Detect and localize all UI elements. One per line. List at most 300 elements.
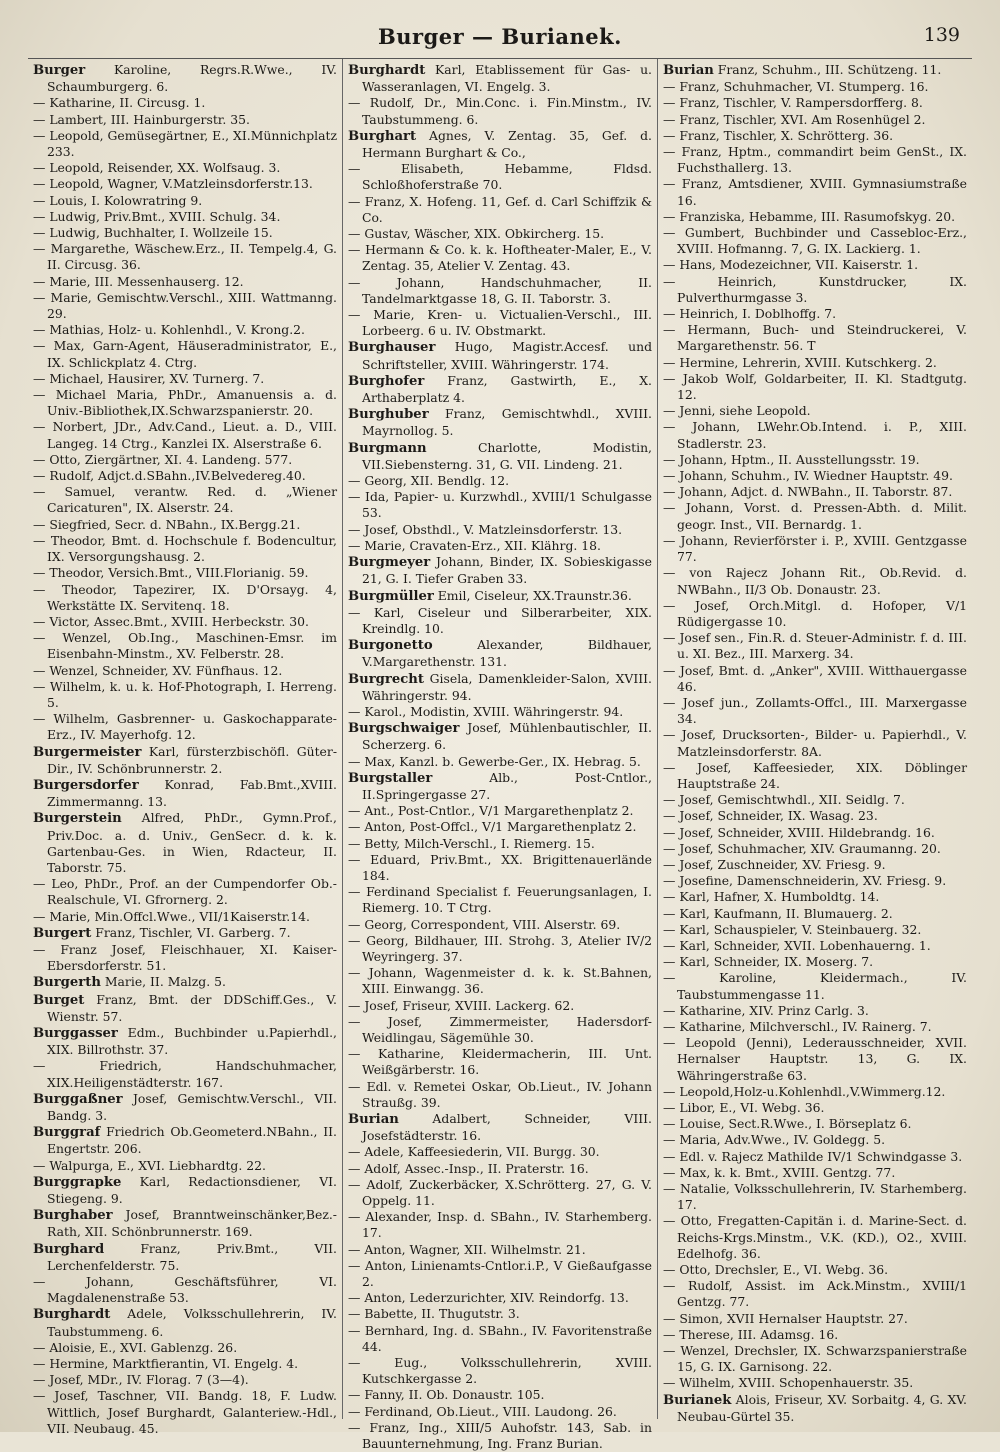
entry-text: — Ferdinand, Ob.Lieut., VIII. Laudong. 26. (348, 1403, 617, 1419)
directory-entry (33, 630, 337, 662)
directory-entry (348, 819, 652, 835)
entry-text: Franz, Gemischtwhdl., XVIII. Mayrnollog. 5. (362, 406, 652, 439)
entry-text: — Karoline, Kleidermach., IV. Taubstummengasse 11. (663, 970, 967, 1002)
entry-text: Agnes, V. Zentag. 35, Gef. d. Hermann Burghart & Co., (362, 127, 652, 161)
entry-text: Adalbert, Schneider, VIII. Josefstädterstr. 16. (362, 1111, 652, 1144)
entry-text: — Franz, Amtsdiener, XVIII. Gymnasiumstraße 16. (663, 176, 967, 208)
entry-text: — Franz, Tischler, V. Rampersdorfferg. 8. (663, 95, 923, 111)
entry-text: — Adolf, Assec.-Insp., II. Praterstr. 16. (348, 1160, 589, 1176)
directory-entry (348, 242, 652, 274)
entry-text: — Mathias, Holz- u. Kohlenhdl., V. Krong.2. (33, 322, 305, 338)
directory-entry (348, 473, 652, 489)
entry-text: — Walpurga, E., XVI. Liebhardtg. 22. (33, 1157, 266, 1173)
entry-text: — Josef, Zuschneider, XV. Friesg. 9. (663, 856, 886, 872)
directory-entry (663, 1213, 967, 1262)
directory-entry (33, 582, 337, 614)
entry-text: — Wilhelm, k. u. k. Hof-Photograph, I. Herreng. 5. (33, 678, 337, 710)
directory-entry (663, 257, 967, 273)
directory-entry (663, 922, 967, 938)
entry-text: Alfred, PhDr., Gymn.Prof., Priv.Doc. a. d. Univ., GenSecr. d. k. k. Gartenbau-Ges. in Wien, Rdacteur, II. Taborstr. 75. (47, 810, 337, 875)
directory-entry (33, 517, 337, 533)
directory-entry (33, 679, 337, 711)
directory-entry (348, 373, 652, 406)
entry-text: — Otto, Fregatten-Capitän i. d. Marine-Sect. d. Reichs-Krgs.Minstm., V.K. (KD.), O2., XVIII. Edelhofg. 36. (663, 1213, 967, 1261)
entry-text: — Wenzel, Schneider, XV. Fünfhaus. 12. (33, 662, 283, 678)
directory-entry (663, 452, 967, 468)
entry-text: — Anton, Post-Offcl., V/1 Margarethenplatz 2. (348, 819, 637, 835)
directory-entry (33, 777, 337, 810)
directory-entry (33, 290, 337, 322)
directory-entry (33, 1356, 337, 1372)
entry-text: — Wenzel, Ob.Ing., Maschinen-Emsr. im Eisenbahn-Minstm., XV. Felberstr. 28. (33, 630, 337, 662)
directory-entry (663, 873, 967, 889)
entry-text: — Leopold (Jenni), Lederausschneider, XVII. Hernalser Hauptstr. 13, G. IX. Währingerstraße 63. (663, 1035, 967, 1083)
directory-entry (348, 1404, 652, 1420)
directory-entry (663, 1003, 967, 1019)
directory-entry (33, 128, 337, 160)
entry-text: — Josef jun., Zollamts-Offcl., III. Marxergasse 34. (663, 694, 967, 727)
page-number: 139 (923, 24, 960, 46)
directory-entry (348, 588, 652, 605)
entry-text: — Josef, Zimmermeister, Hadersdorf-Weidlingau, Sägemühle 30. (348, 1013, 652, 1045)
entry-text: Gisela, Damenkleider-Salon, XVIII. Währingerstr. 94. (362, 670, 652, 703)
entry-text: — Betty, Milch-Verschl., I. Riemerg. 15. (348, 835, 595, 851)
directory-entry (663, 128, 967, 144)
directory-entry (348, 884, 652, 916)
entry-text: — von Rajecz Johann Rit., Ob.Revid. d. NWBahn., II/3 Ob. Donaustr. 23. (663, 565, 967, 597)
directory-entry (663, 1375, 967, 1391)
directory-entry (663, 889, 967, 905)
directory-entry (348, 704, 652, 720)
directory-entry (33, 1306, 337, 1339)
directory-entry (663, 176, 967, 208)
entry-text: — Leopold, Wagner, V.Matzleinsdorferstr.13. (33, 176, 313, 192)
entry-text: — Gumbert, Buchbinder und Cassebloc-Erz., XVIII. Hofmanng. 7, G. IX. Lackierg. 1. (663, 225, 967, 257)
directory-entry (348, 917, 652, 933)
directory-entry (663, 355, 967, 371)
directory-entry (663, 144, 967, 176)
entry-text: — Natalie, Volksschullehrerin, IV. Starhemberg. 17. (663, 1181, 967, 1213)
entry-text: Marie, II. Malzg. 5. (100, 974, 226, 990)
entry-text: — Libor, E., VI. Webg. 36. (663, 1100, 825, 1115)
directory-entry (663, 403, 967, 419)
column-2 (342, 59, 657, 1452)
entry-text: — Karol., Modistin, XVIII. Währingerstr. 94. (348, 703, 624, 719)
directory-entry (348, 161, 652, 193)
entry-text: — Josef, Obsthdl., V. Matzleinsdorferstr. 13. (348, 521, 623, 537)
entry-text: — Katharine, XIV. Prinz Carlg. 3. (663, 1002, 869, 1018)
entry-text: — Franz, Schuhmacher, VI. Stumperg. 16. (663, 79, 929, 95)
entry-surname: Burgerstein (33, 811, 122, 827)
entry-text: — Louis, I. Kolowratring 9. (33, 192, 203, 208)
entry-text: — Heinrich, Kunstdrucker, IX. Pulverthurmgasse 3. (663, 273, 967, 305)
entry-surname: Burgert (33, 925, 92, 941)
entry-text: — Theodor, Bmt. d. Hochschule f. Bodencultur, IX. Versorgungshausg. 2. (33, 532, 337, 565)
directory-entry (33, 1025, 337, 1058)
entry-text: — Josef, Orch.Mitgl. d. Hofoper, V/1 Rüdigergasse 10. (663, 597, 967, 629)
directory-entry (348, 770, 652, 803)
entry-text: — Siegfried, Secr. d. NBahn., IX.Bergg.21. (33, 516, 301, 532)
entry-text: — Johann, Handschuhmacher, II. Tandelmarktgasse 18, G. II. Taborstr. 3. (348, 274, 652, 306)
entry-surname: Burian (348, 1112, 399, 1127)
directory-entry (33, 225, 337, 241)
entry-text: — Anton, Linienamts-Cntlor.i.P., V Gießaufgasse 2. (348, 1257, 652, 1290)
entry-text: — Johann, Adjct. d. NWBahn., II. Taborstr. 87. (663, 484, 953, 500)
entry-text: — Josef, Schneider, IX. Wasag. 23. (663, 808, 878, 824)
entry-text: — Heinrich, I. Doblhoffg. 7. (663, 306, 837, 322)
entry-surname: Burgersdorfer (33, 777, 139, 793)
entry-surname: Burghofer (348, 373, 425, 389)
directory-entry (348, 1144, 652, 1160)
directory-entry (663, 533, 967, 565)
directory-entry (348, 339, 652, 372)
entry-text: — Edl. v. Rajecz Mathilde IV/1 Schwindgasse 3. (663, 1148, 963, 1164)
directory-entry (663, 95, 967, 111)
directory-entry (33, 338, 337, 370)
directory-entry (348, 1079, 652, 1111)
entry-text: — Elisabeth, Hebamme, Fldsd. Schloßhoferstraße 70. (348, 161, 652, 193)
directory-entry (663, 62, 967, 79)
directory-entry (663, 1278, 967, 1310)
directory-entry (33, 452, 337, 468)
directory-entry (663, 760, 967, 792)
directory-entry (33, 419, 337, 451)
directory-entry (348, 128, 652, 161)
entry-text: — Hermann, Buch- und Steindruckerei, V. Margarethenstr. 56. T (663, 322, 967, 354)
directory-entry (33, 112, 337, 128)
directory-entry (348, 1161, 652, 1177)
directory-entry (663, 112, 967, 128)
directory-entry (33, 62, 337, 95)
entry-text: — Wenzel, Drechsler, IX. Schwarzspanierstraße 15, G. IX. Garnisong. 22. (663, 1343, 967, 1375)
entry-text: — Hermine, Lehrerin, XVIII. Kutschkerg. 2. (663, 354, 937, 370)
directory-entry (33, 810, 337, 876)
directory-entry (663, 1035, 967, 1084)
entry-text: — Marie, III. Messenhauserg. 12. (33, 273, 244, 289)
entry-text: — Aloisie, E., XVI. Gablenzg. 26. (33, 1339, 238, 1355)
entry-text: Alexander, Bildhauer, V.Margarethenstr. 131. (362, 637, 652, 670)
directory-entry (663, 1343, 967, 1375)
directory-entry (663, 1084, 967, 1100)
directory-entry (348, 1355, 652, 1387)
entry-text: — Josef, Bmt. d. „Anker", XVIII. Witthauergasse 46. (663, 662, 967, 694)
directory-entry (663, 1149, 967, 1165)
entry-text: — Samuel, verantw. Red. d. „Wiener Caricaturen", IX. Alserstr. 24. (33, 484, 337, 516)
directory-entry (348, 836, 652, 852)
directory-entry (663, 970, 967, 1002)
directory-entry (348, 406, 652, 439)
directory-entry (33, 992, 337, 1025)
directory-entry (348, 803, 652, 819)
entry-text: — Marie, Kren- u. Victualien-Verschl., III. Lorbeerg. 6 u. IV. Obstmarkt. (348, 307, 652, 339)
entry-text: Franz, Schuhm., III. Schützeng. 11. (713, 62, 942, 77)
directory-entry (33, 533, 337, 565)
directory-entry (33, 193, 337, 209)
directory-entry (33, 744, 337, 777)
directory-entry (348, 538, 652, 554)
directory-entry (348, 194, 652, 226)
entry-text: — Franz, Ing., XIII/5 Auhofstr. 143, Sab. in Bauunternehmung, Ing. Franz Burian. (348, 1419, 652, 1452)
entry-surname: Burghauser (348, 340, 436, 356)
entry-text: Karl, Redactionsdiener, VI. Stiegeng. 9. (47, 1173, 337, 1207)
directory-entry (663, 274, 967, 306)
directory-entry (33, 387, 337, 419)
entry-text: — Max, k. k. Bmt., XVIII. Gentzg. 77. (663, 1164, 896, 1180)
entry-text: — Johann, Schuhm., IV. Wiedner Hauptstr. 49. (663, 468, 953, 484)
entry-surname: Burger (33, 63, 86, 78)
entry-text: — Theodor, Tapezirer, IX. D'Orsayg. 4, Werkstätte IX. Servitenq. 18. (33, 581, 337, 613)
directory-entry (348, 275, 652, 307)
directory-entry (663, 468, 967, 484)
directory-entry (33, 1388, 337, 1437)
directory-entry (348, 1111, 652, 1144)
directory-entry (33, 565, 337, 581)
entry-surname: Burgrecht (348, 671, 424, 687)
entry-text: — Josef, Schuhmacher, XIV. Graumanng. 20. (663, 840, 941, 856)
directory-entry (33, 274, 337, 290)
entry-text: — Victor, Assec.Bmt., XVIII. Herbeckstr. 30. (33, 613, 309, 629)
directory-entry (33, 711, 337, 743)
entry-text: — Johann, Hptm., II. Ausstellungsstr. 19. (663, 451, 920, 467)
directory-entry (33, 942, 337, 974)
entry-text: Karl, Etablissement für Gas- u. Wasseranlagen, VI. Engelg. 3. (362, 62, 652, 95)
directory-entry (33, 876, 337, 908)
directory-entry (348, 965, 652, 997)
directory-entry (663, 938, 967, 954)
directory-entry (663, 1132, 967, 1148)
directory-entry (663, 630, 967, 662)
entry-text: — Josef, Drucksorten-, Bilder- u. Papierhdl., V. Matzleinsdorferstr. 8A. (663, 727, 967, 759)
entry-text: — Josef sen., Fin.R. d. Steuer-Administr. f. d. III. u. XI. Bez., III. Marxerg. 34. (663, 630, 967, 662)
directory-entry (663, 419, 967, 451)
directory-entry (663, 306, 967, 322)
directory-entry (348, 852, 652, 884)
entry-text: — Babette, II. Thugutstr. 3. (348, 1306, 520, 1322)
columns (28, 59, 972, 1452)
entry-text: — Margarethe, Wäschew.Erz., II. Tempelg.4, G. II. Circusg. 36. (33, 241, 337, 273)
directory-entry (663, 906, 967, 922)
directory-entry (33, 1174, 337, 1207)
entry-text: — Rudolf, Assist. im Ack.Minstm., XVIII/1 Gentzg. 77. (663, 1278, 967, 1310)
directory-entry (663, 1100, 967, 1116)
entry-text: — Ant., Post-Cntlor., V/1 Margarethenplatz 2. (348, 803, 634, 819)
entry-text: — Franz, Hptm., commandirt beim GenSt., IX. Fuchsthallerg. 13. (663, 144, 967, 176)
entry-text: — Leopold, Reisender, XX. Wolfsaug. 3. (33, 160, 281, 176)
entry-text: — Johann, LWehr.Ob.Intend. i. P., XIII. Stadlerstr. 23. (663, 419, 967, 451)
entry-surname: Burghardt (348, 63, 426, 78)
directory-entry (33, 484, 337, 516)
entry-text: — Max, Garn-Agent, Häuseradministrator, E., IX. Schlickplatz 4. Ctrg. (33, 338, 337, 370)
entry-text: — Hermann & Co. k. k. Hoftheater-Maler, E., V. Zentag. 35, Atelier V. Zentag. 43. (348, 242, 652, 274)
entry-text: Hugo, Magistr.Accesf. und Schriftsteller, XVIII. Währingerstr. 174. (362, 339, 652, 372)
entry-surname: Burghaber (33, 1208, 113, 1224)
entry-surname: Burghuber (348, 407, 429, 423)
directory-entry (348, 489, 652, 521)
entry-text: — Georg, Bildhauer, III. Strohg. 3, Atelier IV/2 Weyringerg. 37. (348, 932, 652, 964)
entry-surname: Burggrapke (33, 1174, 122, 1190)
directory-entry (33, 663, 337, 679)
entry-text: — Eduard, Priv.Bmt., XX. Brigittenauerlände 184. (348, 851, 652, 883)
entry-text: — Adolf, Zuckerbäcker, X.Schrötterg. 27, G. V. Oppelg. 11. (348, 1176, 652, 1209)
entry-surname: Burgonetto (348, 638, 433, 654)
directory-entry (348, 554, 652, 587)
directory-entry (348, 1290, 652, 1306)
directory-entry (33, 241, 337, 273)
entry-text: — Katharine, II. Circusg. 1. (33, 95, 206, 111)
directory-entry (33, 1241, 337, 1274)
entry-text: Friedrich Ob.Geometerd.NBahn., II. Engertstr. 206. (47, 1124, 337, 1157)
entry-text: — Eug., Volksschullehrerin, XVIII. Kutschkergasse 2. (348, 1355, 652, 1387)
directory-entry (663, 695, 967, 727)
running-title: Burger — Burianek. (378, 24, 622, 49)
entry-surname: Burggasser (33, 1025, 118, 1041)
entry-text: — Alexander, Insp. d. SBahn., IV. Starhemberg. 17. (348, 1209, 652, 1241)
entry-text: Emil, Ciseleur, XX.Traunstr.36. (433, 587, 632, 603)
entry-text: Franz, Gastwirth, E., X. Arthaberplatz 4. (362, 372, 652, 406)
entry-text: — Karl, Schneider, XVII. Lobenhauerng. 1. (663, 937, 931, 953)
directory-entry (348, 226, 652, 242)
entry-text: — Wilhelm, XVIII. Schopenhauerstr. 35. (663, 1375, 914, 1391)
entry-text: Johann, Binder, IX. Sobieskigasse 21, G. I. Tiefer Graben 33. (362, 554, 652, 587)
directory-entry (663, 225, 967, 257)
entry-text: — Hans, Modezeichner, VII. Kaiserstr. 1. (663, 257, 919, 273)
directory-entry (663, 565, 967, 597)
directory-entry (33, 1124, 337, 1157)
entry-text: — Lambert, III. Hainburgerstr. 35. (33, 111, 250, 127)
directory-entry (348, 1387, 652, 1403)
directory-entry (348, 1420, 652, 1452)
entry-text: Adele, Volksschullehrerin, IV. Taubstummeng. 6. (47, 1306, 337, 1339)
entry-text: — Michael, Hausirer, XV. Turnerg. 7. (33, 370, 265, 386)
entry-text: — Franz, Tischler, X. Schrötterg. 36. (663, 127, 894, 143)
entry-text: — Johann, Vorst. d. Pressen-Abth. d. Milit. geogr. Inst., VII. Bernardg. 1. (663, 500, 967, 532)
entry-text: — Josef, Taschner, VII. Bandg. 18, F. Ludw. Wittlich, Josef Burghardt, Galanteriew.-Hdl., VII. Neubaug. 45. (33, 1388, 337, 1436)
directory-entry (663, 1181, 967, 1213)
directory-entry (33, 209, 337, 225)
directory-entry (33, 1207, 337, 1240)
directory-entry (33, 1274, 337, 1306)
directory-entry (348, 522, 652, 538)
entry-surname: Burgschwaiger (348, 721, 460, 737)
directory-entry (348, 440, 652, 473)
directory-entry (663, 841, 967, 857)
directory-entry (348, 1258, 652, 1290)
directory-entry (663, 371, 967, 403)
entry-text: — Franziska, Hebamme, III. Rasumofskyg. 20. (663, 208, 956, 224)
entry-text: — Louise, Sect.R.Wwe., I. Börseplatz 6. (663, 1116, 912, 1132)
entry-text: Josef, Mühlenbautischler, II. Scherzerg. 6. (362, 720, 652, 753)
directory-entry (348, 605, 652, 637)
directory-entry (348, 998, 652, 1014)
directory-entry (663, 1392, 967, 1425)
directory-entry (663, 500, 967, 532)
directory-entry (33, 1340, 337, 1356)
entry-text: — Max, Kanzl. b. Gewerbe-Ger., IX. Hebrag. 5. (348, 753, 641, 769)
directory-entry (348, 1177, 652, 1209)
entry-text: — Marie, Min.Offcl.Wwe., VII/1Kaiserstr.14. (33, 908, 310, 924)
directory-entry (33, 1372, 337, 1388)
directory-entry (348, 1209, 652, 1241)
directory-entry (663, 1019, 967, 1035)
entry-text: — Ludwig, Priv.Bmt., XVIII. Schulg. 34. (33, 208, 281, 224)
directory-entry (33, 614, 337, 630)
directory-entry (663, 1116, 967, 1132)
entry-text: — Anton, Lederzurichter, XIV. Reindorfg. 13. (348, 1290, 629, 1306)
directory-entry (348, 933, 652, 965)
entry-text: — Josef, MDr., IV. Florag. 7 (3—4). (33, 1372, 249, 1388)
entry-text: — Katharine, Kleidermacherin, III. Unt. Weißgärberstr. 16. (348, 1046, 652, 1078)
entry-text: — Josefine, Damenschneiderin, XV. Friesg. 9. (663, 873, 947, 889)
directory-entry (33, 371, 337, 387)
directory-entry (33, 1091, 337, 1124)
entry-text: — Fanny, II. Ob. Donaustr. 105. (348, 1387, 545, 1403)
entry-text: — Josef, Friseur, XVIII. Lackerg. 62. (348, 997, 575, 1013)
entry-text: — Jakob Wolf, Goldarbeiter, II. Kl. Stadtgutg. 12. (663, 370, 967, 403)
directory-entry (33, 974, 337, 991)
directory-entry (348, 671, 652, 704)
directory-entry (348, 1323, 652, 1355)
directory-entry (348, 1014, 652, 1046)
entry-text: — Leopold, Gemüsegärtner, E., XI.Münnichplatz 233. (33, 127, 337, 160)
entry-text: Charlotte, Modistin, VII.Siebensterng. 31, G. VII. Lindeng. 21. (362, 439, 652, 472)
entry-text: — Anton, Wagner, XII. Wilhelmstr. 21. (348, 1241, 586, 1257)
entry-text: Josef, Branntweinschänker,Bez.-Rath, XII. Schönbrunnerstr. 169. (47, 1207, 337, 1240)
entry-text: Alb., Post-Cntlor., II.Springergasse 27. (362, 769, 652, 802)
column-1 (28, 59, 342, 1436)
entry-text: — Josef, Kaffeesieder, XIX. Döblinger Hauptstraße 24. (663, 759, 967, 791)
directory-entry (33, 468, 337, 484)
directory-entry (663, 825, 967, 841)
entry-surname: Burghard (33, 1241, 105, 1257)
directory-entry (663, 954, 967, 970)
directory-entry (33, 909, 337, 925)
directory-entry (663, 1165, 967, 1181)
entry-text: — Rudolf, Dr., Min.Conc. i. Fin.Minstm., IV. Taubstummeng. 6. (348, 95, 652, 127)
entry-surname: Burget (33, 992, 85, 1008)
entry-text: — Hermine, Marktfierantin, VI. Engelg. 4. (33, 1356, 299, 1372)
entry-text: — Wilhelm, Gasbrenner- u. Gaskochapparate-Erz., IV. Mayerhofg. 12. (33, 711, 337, 743)
entry-text: — Maria, Adv.Wwe., IV. Goldegg. 5. (663, 1132, 886, 1148)
entry-text: — Adele, Kaffeesiederin, VII. Burgg. 30. (348, 1144, 600, 1160)
directory-entry (348, 1242, 652, 1258)
directory-entry (663, 663, 967, 695)
directory-entry (348, 1306, 652, 1322)
entry-text: Alois, Friseur, XV. Sorbaitg. 4, G. XV. Neubau-Gürtel 35. (677, 1391, 967, 1424)
entry-text: — Karl, Schneider, IX. Moserg. 7. (663, 954, 874, 970)
entry-text: Josef, Gemischtw.Verschl., VII. Bandg. 3. (47, 1090, 337, 1123)
directory-entry (33, 1158, 337, 1174)
entry-text: — Franz Josef, Fleischhauer, XI. Kaiser-Ebersdorferstr. 51. (33, 941, 337, 974)
entry-text: — Katharine, Milchverschl., IV. Rainerg. 7. (663, 1018, 932, 1034)
entry-text: Edm., Buchbinder u.Papierhdl., XIX. Billrothstr. 37. (47, 1024, 337, 1058)
entry-text: — Karl, Ciseleur und Silberarbeiter, XIX. Kreindlg. 10. (348, 604, 652, 636)
entry-text: — Johann, Revierförster i. P., XVIII. Gentzgasse 77. (663, 532, 967, 565)
entry-text: — Edl. v. Remetei Oskar, Ob.Lieut., IV. Johann Straußg. 39. (348, 1078, 652, 1110)
directory-entry (348, 754, 652, 770)
entry-text: — Simon, XVII Hernalser Hauptstr. 27. (663, 1310, 908, 1326)
directory-entry (348, 637, 652, 670)
entry-surname: Burggraf (33, 1125, 101, 1141)
entry-surname: Burgermeister (33, 744, 142, 760)
directory-entry (663, 727, 967, 759)
entry-text: — Franz, X. Hofeng. 11, Gef. d. Carl Schiffzik & Co. (348, 193, 652, 225)
directory-entry (663, 808, 967, 824)
entry-text: — Leo, PhDr., Prof. an der Cumpendorfer Ob.-Realschule, VI. Gfrornerg. 2. (33, 876, 337, 908)
entry-text: — Jenni, siehe Leopold. (663, 403, 811, 419)
entry-text: — Franz, Tischler, XVI. Am Rosenhügel 2. (663, 111, 926, 127)
entry-surname: Burianek (663, 1392, 732, 1408)
entry-text: — Michael Maria, PhDr., Amanuensis a. d. Univ.-Bibliothek,IX.Schwarzspanierstr. 20. (33, 387, 337, 419)
